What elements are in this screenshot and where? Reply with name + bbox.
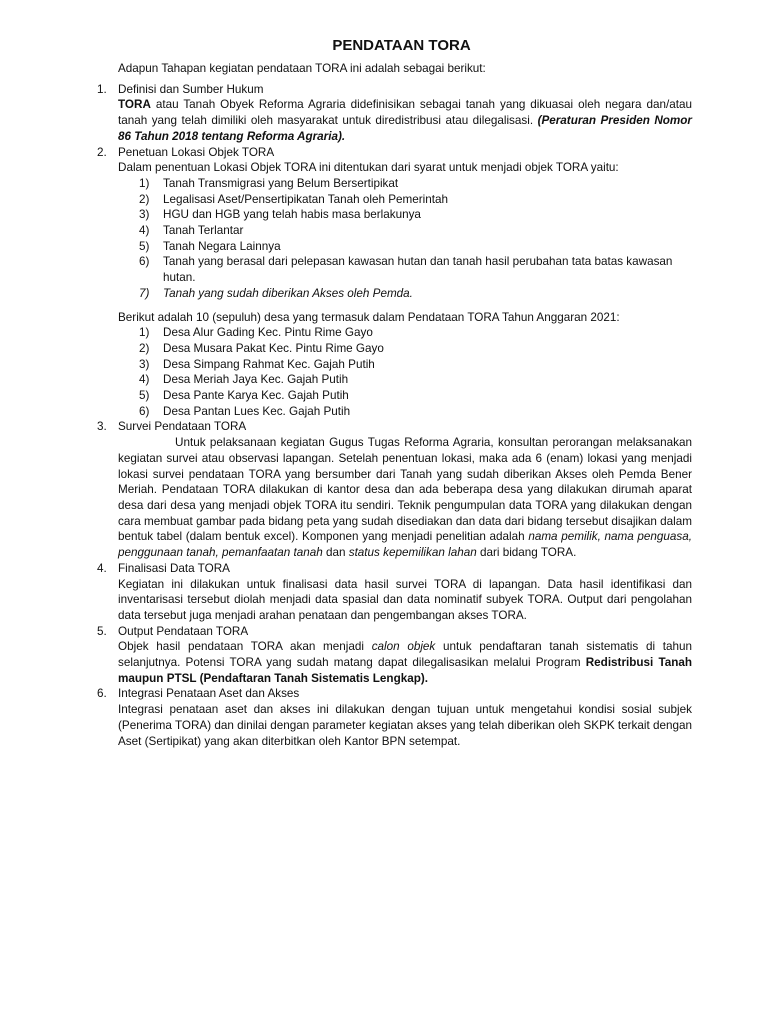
intro-paragraph: Adapun Tahapan kegiatan pendataan TORA ini adalah sebagai berikut: [118,62,486,75]
list-text: HGU dan HGB yang telah habis masa berlakunya [163,208,421,222]
output-program: Redistribusi Tanah maupun PTSL (Pendaftaran Tanah Sistematis Lengkap). [118,656,692,685]
section-body: Integrasi penataan aset dan akses ini dilakukan dengan tujuan untuk mengetahui kondisi sosial subjek (Penerima TORA) dan dinilai dengan parameter kegiatan akses yang telah diberikan oleh SKPK terkait dengan Aset (Sertipikat) yang akan diterbitkan oleh Kantor BPN setempat. [118,703,692,748]
section-definisi [97,82,692,145]
list-text: Desa Pantan Lues Kec. Gajah Putih [163,404,351,418]
section-body [118,639,692,686]
list-text: Legalisasi Aset/Pensertipikatan Tanah oleh Pemerintah [163,192,449,206]
list-item [118,192,692,208]
list-number: 4) [139,224,150,238]
list-item [118,404,692,420]
list-number: 2) [139,341,150,355]
definition-text: atau Tanah Obyek Reforma Agraria didefinisikan sebagai tanah yang dikuasai oleh negara dan/atau tanah yang telah dimiliki oleh masyarakat untuk diredistribusi atau dilegalisasi. [118,98,692,128]
survey-conjunction: dan [322,546,349,560]
document-title: PENDATAAN TORA [332,37,471,54]
output-text: Objek hasil pendataan TORA akan menjadi [118,640,372,654]
section-title: Survei Pendataan TORA [118,420,247,434]
list-text: Tanah Negara Lainnya [163,239,281,253]
list-item [118,223,692,239]
section-title: Finalisasi Data TORA [118,561,230,575]
section-body: Kegiatan ini dilakukan untuk finalisasi data hasil survei TORA di lapangan. Data hasil identifikasi dan inventarisasi tersebut diolah menjadi data spasial dan data nominatif subyek TORA. Output dari pengolahan data tersebut juga menjadi arahan penataan dan pengembangan akses TORA. [118,577,692,622]
list-item [118,239,692,255]
section-title: Output Pendataan TORA [118,624,249,638]
list-number: 7) [139,286,150,300]
section-number: 3. [97,420,107,434]
section-body: Dalam penentuan Lokasi Objek TORA ini ditentukan dari syarat untuk menjadi objek TORA yaitu: [118,161,619,175]
villages-list [118,325,692,419]
villages-intro: Berikut adalah 10 (sepuluh) desa yang termasuk dalam Pendataan TORA Tahun Anggaran 2021: [118,310,620,324]
list-number: 1) [139,176,150,190]
list-number: 6) [139,404,150,418]
list-item [118,176,692,192]
section-number: 2. [97,145,107,159]
list-number: 4) [139,373,150,387]
section-integrasi [97,686,692,749]
section-lokasi [97,145,692,420]
output-candidate: calon objek [371,640,436,654]
list-text: Tanah Terlantar [163,224,244,238]
list-item [118,388,692,404]
list-text: Tanah Transmigrasi yang Belum Bersertipikat [163,176,399,190]
section-number: 4. [97,561,107,575]
list-item [118,372,692,388]
list-text: Desa Alur Gading Kec. Pintu Rime Gayo [163,326,373,340]
tora-term: TORA [118,98,151,112]
list-text: Desa Pante Karya Kec. Gajah Putih [163,389,349,403]
survey-status: status kepemilikan lahan [348,546,477,560]
list-number: 5) [139,239,150,253]
criteria-list [118,176,692,302]
list-text: Desa Musara Pakat Kec. Pintu Rime Gayo [163,341,384,355]
section-body [118,435,692,561]
list-item [118,357,692,373]
survey-components: nama pemilik, nama penguasa, penggunaan tanah, pemanfaatan tanah [118,530,692,560]
output-mid: untuk pendaftaran tanah sistematis di tahun selanjutnya. Potensi TORA yang sudah matang dapat dilegalisasikan melalui Program [118,640,692,670]
section-body [118,97,692,144]
section-number: 1. [97,82,107,96]
survey-end: dari bidang TORA. [476,546,577,560]
list-item [118,341,692,357]
list-number: 3) [139,357,150,371]
list-number: 1) [139,326,150,340]
list-item [118,325,692,341]
list-number: 5) [139,389,150,403]
section-title: Integrasi Penataan Aset dan Akses [118,687,300,701]
list-item [118,207,692,223]
list-number: 6) [139,255,150,269]
list-number: 2) [139,192,150,206]
section-output [97,624,692,687]
legal-reference: (Peraturan Presiden Nomor 86 Tahun 2018 tentang Reforma Agraria). [118,114,692,143]
list-item [118,254,692,285]
survey-text: Untuk pelaksanaan kegiatan Gugus Tugas Reforma Agraria, konsultan perorangan melaksanakan kegiatan survei atau observasi lapangan. Setelah penentuan lokasi, maka ada 6 (enam) lokasi yang menjadi lokasi survei pendataan TORA yang bersumber dari Tanah yang sudah diberikan Akses oleh Pemda Bener Meriah. Pendataan TORA dilakukan di kantor desa dan ada beberapa desa yang dilakukan dirumah aparat desa dari desa yang menjadi objek TORA itu sendiri. Teknik pengumpulan data TORA yang dilakukan dengan cara membuat gambar pada bidang peta yang sudah disediakan dan data dari bidang tersebut disajikan dalam bentuk tabel (dalam bentuk excel). Komponen yang menjadi penelitian adalah [118,436,692,544]
section-title: Definisi dan Sumber Hukum [118,82,264,96]
list-text: Desa Simpang Rahmat Kec. Gajah Putih [163,357,375,371]
list-text: Tanah yang berasal dari pelepasan kawasan hutan dan tanah hasil perubahan tata batas kawasan hutan. [163,255,673,285]
section-number: 5. [97,624,107,638]
section-finalisasi [97,561,692,624]
list-text: Tanah yang sudah diberikan Akses oleh Pemda. [163,286,413,300]
section-title: Penetuan Lokasi Objek TORA [118,145,275,159]
section-survei [97,419,692,560]
section-number: 6. [97,687,107,701]
list-number: 3) [139,208,150,222]
list-text: Desa Meriah Jaya Kec. Gajah Putih [163,373,349,387]
list-item [118,286,692,302]
